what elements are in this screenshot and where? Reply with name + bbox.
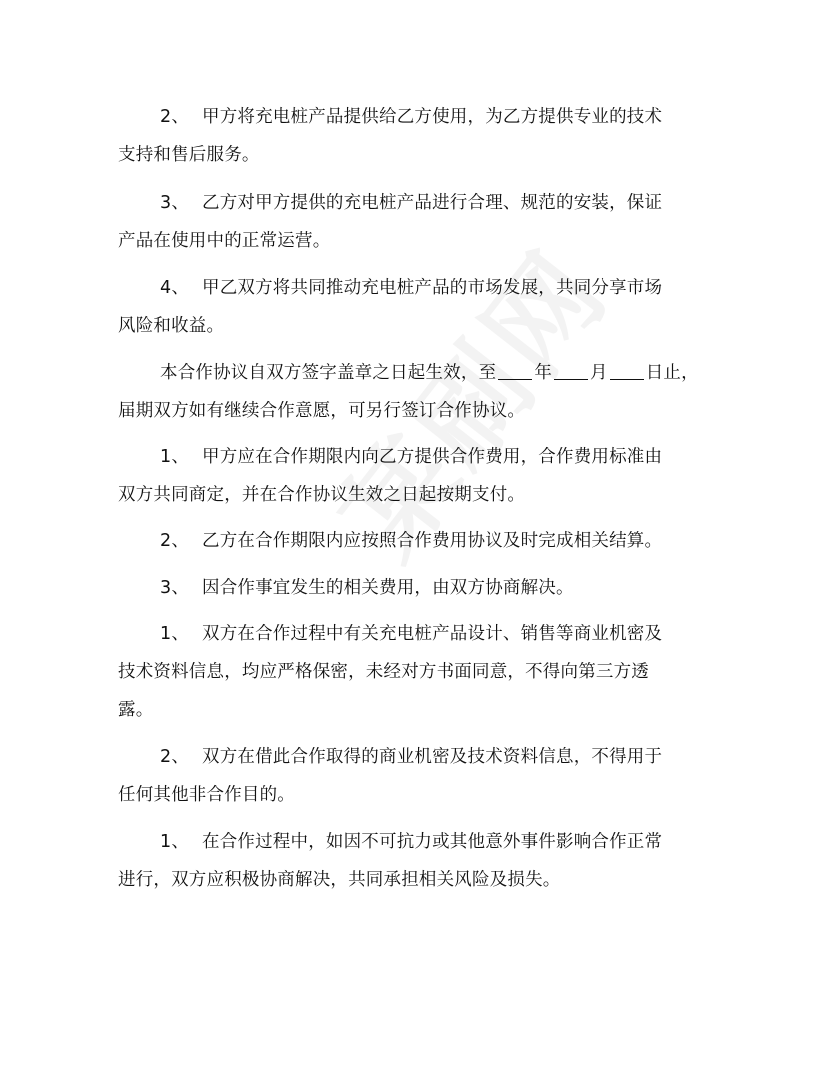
text-line [118,269,703,307]
text-line: 露。 [118,700,154,720]
text-line: 届期双方如有继续合作意愿，可另行签订合作协议。 [118,401,526,421]
clause-paragraph [118,569,703,607]
clause-paragraph [118,269,703,345]
clause-paragraph [118,823,703,899]
text-line: 风险和收益。 [118,316,225,336]
clause-text: 因合作事宜发生的相关费用，由双方协商解决。 [202,578,574,598]
year-blank [498,359,532,380]
text-line [118,615,703,653]
clause-text: 双方在借此合作取得的商业机密及技术资料信息，不得用于 [202,747,663,767]
text-line: 技术资料信息，均应严格保密，未经对方书面同意，不得向第三方透 [118,662,649,682]
clause-paragraph [118,738,703,814]
clause-number: 2、 [160,107,190,127]
month-blank [554,359,588,380]
text-line: 双方共同商定，并在合作协议生效之日起按期支付。 [118,485,526,505]
clause-number: 1、 [160,624,190,644]
text-line: 任何其他非合作目的。 [118,785,295,805]
text-line [118,438,703,476]
clause-paragraph [118,522,703,560]
clause-text: 乙方对甲方提供的充电桩产品进行合理、规范的安装，保证 [202,193,663,213]
text-line [118,522,703,560]
clause-number: 1、 [160,447,190,467]
clause-paragraph [118,184,703,260]
clause-text: 甲方应在合作期限内向乙方提供合作费用，合作费用标准由 [202,447,663,467]
text-line: 产品在使用中的正常运营。 [118,231,331,251]
day-label: 日止， [645,363,699,383]
text-line [118,354,703,392]
text-line [118,738,703,776]
text-line [118,98,703,136]
text-line [118,823,703,861]
term-text: 本合作协议自双方签字盖章之日起生效，至 [160,363,497,383]
clause-number: 3、 [160,578,190,598]
text-line: 进行，双方应积极协商解决，共同承担相关风险及损失。 [118,870,561,890]
clause-number: 3、 [160,193,190,213]
clause-paragraph [118,438,703,514]
month-label: 月 [590,363,608,383]
text-line [118,184,703,222]
clause-text: 甲乙双方将共同推动充电桩产品的市场发展，共同分享市场 [202,278,663,298]
clause-number: 4、 [160,278,190,298]
clause-text: 甲方将充电桩产品提供给乙方使用，为乙方提供专业的技术 [202,107,663,127]
clause-number: 1、 [160,832,190,852]
clause-paragraph [118,98,703,174]
term-paragraph [118,354,703,430]
clause-text: 在合作过程中，如因不可抗力或其他意外事件影响合作正常 [202,832,663,852]
text-line [118,569,703,607]
clause-number: 2、 [160,747,190,767]
clause-number: 2、 [160,531,190,551]
year-label: 年 [534,363,553,383]
clause-paragraph [118,615,703,729]
clause-text: 乙方在合作期限内应按照合作费用协议及时完成相关结算。 [202,531,663,551]
day-blank [610,359,644,380]
text-line: 支持和售后服务。 [118,145,260,165]
clause-text: 双方在合作过程中有关充电桩产品设计、销售等商业机密及 [202,624,663,644]
